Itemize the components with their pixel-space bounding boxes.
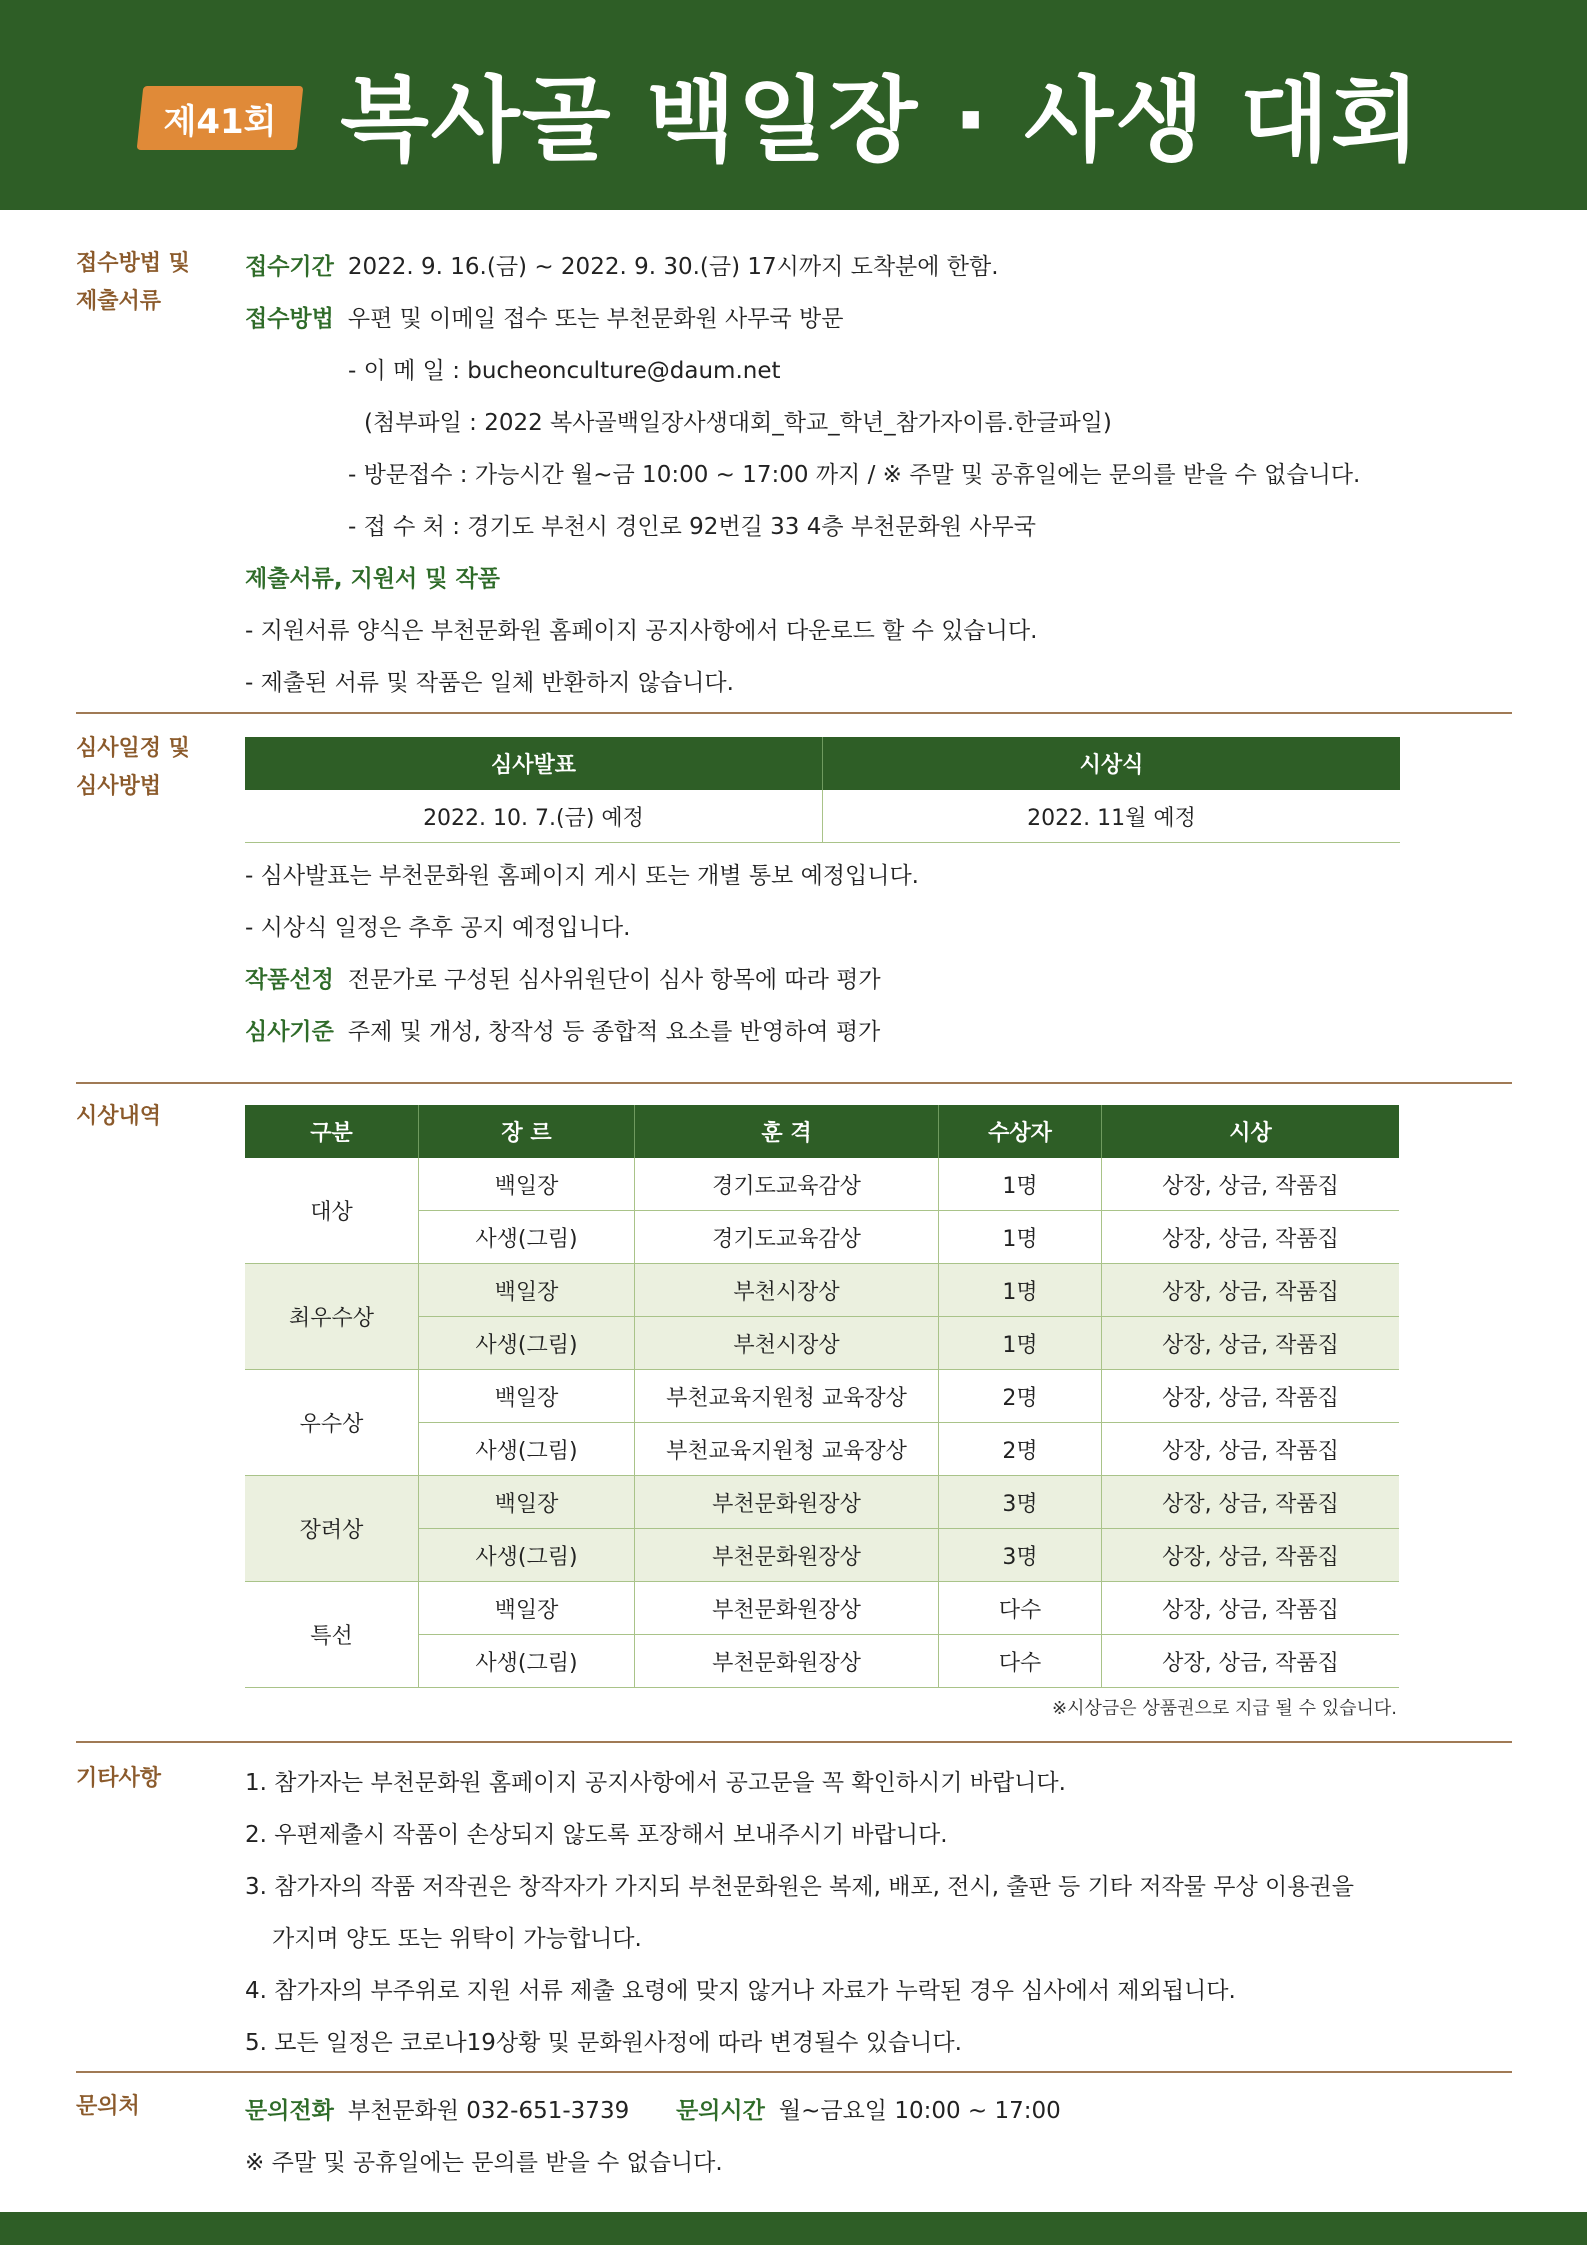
schedule-table <box>245 737 1400 843</box>
table-cell: 백일장 <box>419 1582 635 1635</box>
table-header: 수상자 <box>939 1105 1102 1158</box>
table-header: 훈 격 <box>635 1105 939 1158</box>
table-cell: 사생(그림) <box>419 1635 635 1688</box>
table-header: 시상 <box>1102 1105 1400 1158</box>
documents-note: - 제출된 서류 및 작품은 일체 반환하지 않습니다. <box>245 669 734 696</box>
edition-badge: 제41회 <box>163 101 277 142</box>
table-cell: 2022. 11월 예정 <box>823 790 1401 843</box>
selection-text: 전문가로 구성된 심사위원단이 심사 항목에 따라 평가 <box>347 966 881 993</box>
table-row <box>245 1423 1399 1476</box>
award-name: 특선 <box>245 1582 419 1688</box>
table-cell: 사생(그림) <box>419 1317 635 1370</box>
etc-item: 1. 참가자는 부천문화원 홈페이지 공지사항에서 공고문을 꼭 확인하시기 바랍니다. <box>245 1769 1066 1796</box>
criteria-text: 주제 및 개성, 창작성 등 종합적 요소를 반영하여 평가 <box>347 1018 881 1045</box>
etc-item: 2. 우편제출시 작품이 손상되지 않도록 포장해서 보내주시기 바랍니다. <box>245 1821 948 1848</box>
keyword-label: 접수방법 <box>245 305 334 332</box>
contact-phone-row <box>245 2082 629 2134</box>
table-cell: 2022. 10. 7.(금) 예정 <box>245 790 823 843</box>
table-cell: 1명 <box>939 1211 1102 1264</box>
attachment-line: (첨부파일 : 2022 복사골백일장사생대회_학교_학년_참가자이름.한글파일) <box>364 409 1112 436</box>
table-cell: 상장, 상금, 작품집 <box>1102 1264 1400 1317</box>
award-name: 대상 <box>245 1158 419 1264</box>
section-divider <box>76 1082 1512 1084</box>
section-label-etc: 기타사항 <box>76 1766 162 1791</box>
contact-hours-row <box>676 2082 1061 2134</box>
table-row <box>245 1370 1399 1423</box>
keyword-label: 접수기간 <box>245 253 334 280</box>
section-divider <box>76 712 1512 714</box>
section-label-line: 심사방법 <box>76 774 162 799</box>
keyword-label: 작품선정 <box>245 966 334 993</box>
contact-note: ※ 주말 및 공휴일에는 문의를 받을 수 없습니다. <box>245 2149 723 2176</box>
table-row <box>245 1317 1399 1370</box>
table-cell: 사생(그림) <box>419 1211 635 1264</box>
table-cell: 2명 <box>939 1370 1102 1423</box>
selection-row <box>245 951 881 1003</box>
etc-item: 3. 참가자의 작품 저작권은 창작자가 가지되 부천문화원은 복제, 배포, 전시, 출판 등 기타 저작물 무상 이용권을 <box>245 1873 1354 1900</box>
table-cell: 1명 <box>939 1317 1102 1370</box>
submission-method-row <box>245 290 843 342</box>
judging-note: - 심사발표는 부천문화원 홈페이지 게시 또는 개별 통보 예정입니다. <box>245 862 919 889</box>
keyword-label: 심사기준 <box>245 1018 334 1045</box>
submission-method-text: 우편 및 이메일 접수 또는 부천문화원 사무국 방문 <box>347 305 844 332</box>
table-row <box>245 1529 1399 1582</box>
table-row <box>245 1635 1399 1688</box>
contact-phone-text: 부천문화원 032-651-3739 <box>347 2097 630 2124</box>
table-header: 장 르 <box>419 1105 635 1158</box>
submission-period-text: 2022. 9. 16.(금) ~ 2022. 9. 30.(금) 17시까지 도착분에 한함. <box>347 253 999 280</box>
table-cell: 상장, 상금, 작품집 <box>1102 1529 1400 1582</box>
table-cell: 부천시장상 <box>635 1317 939 1370</box>
footer-bar <box>0 2212 1587 2245</box>
award-note: ※시상금은 상품권으로 지급 될 수 있습니다. <box>1051 1698 1397 1719</box>
contact-hours-text: 월~금요일 10:00 ~ 17:00 <box>778 2097 1061 2124</box>
section-label-line: 접수방법 및 <box>76 251 190 276</box>
table-cell: 다수 <box>939 1582 1102 1635</box>
award-name: 우수상 <box>245 1370 419 1476</box>
table-cell: 2명 <box>939 1423 1102 1476</box>
table-cell: 상장, 상금, 작품집 <box>1102 1582 1400 1635</box>
award-name: 최우수상 <box>245 1264 419 1370</box>
table-cell: 경기도교육감상 <box>635 1211 939 1264</box>
table-cell: 상장, 상금, 작품집 <box>1102 1370 1400 1423</box>
table-cell: 상장, 상금, 작품집 <box>1102 1423 1400 1476</box>
keyword-label: 문의시간 <box>676 2097 765 2124</box>
table-cell: 상장, 상금, 작품집 <box>1102 1158 1400 1211</box>
table-row <box>245 1582 1399 1635</box>
table-row <box>245 1264 1399 1317</box>
section-label-awards: 시상내역 <box>76 1104 162 1129</box>
etc-item: 4. 참가자의 부주위로 지원 서류 제출 요령에 맞지 않거나 자료가 누락된 경우 심사에서 제외됩니다. <box>245 1977 1236 2004</box>
documents-note: - 지원서류 양식은 부천문화원 홈페이지 공지사항에서 다운로드 할 수 있습니다. <box>245 617 1038 644</box>
table-cell: 경기도교육감상 <box>635 1158 939 1211</box>
section-label-submission <box>76 245 226 321</box>
table-header: 구분 <box>245 1105 419 1158</box>
table-cell: 백일장 <box>419 1264 635 1317</box>
table-cell: 부천교육지원청 교육장상 <box>635 1370 939 1423</box>
section-label-line: 심사일정 및 <box>76 736 190 761</box>
table-row <box>245 1476 1399 1529</box>
table-cell: 3명 <box>939 1476 1102 1529</box>
table-cell: 상장, 상금, 작품집 <box>1102 1635 1400 1688</box>
table-cell: 상장, 상금, 작품집 <box>1102 1211 1400 1264</box>
award-name: 장려상 <box>245 1476 419 1582</box>
etc-item: 5. 모든 일정은 코로나19상황 및 문화원사정에 따라 변경될수 있습니다. <box>245 2029 962 2056</box>
section-divider <box>76 1741 1512 1743</box>
table-cell: 1명 <box>939 1158 1102 1211</box>
table-cell: 부천문화원장상 <box>635 1635 939 1688</box>
table-cell: 백일장 <box>419 1158 635 1211</box>
table-cell: 백일장 <box>419 1370 635 1423</box>
section-label-judging <box>76 730 226 806</box>
table-cell: 부천문화원장상 <box>635 1476 939 1529</box>
table-cell: 백일장 <box>419 1476 635 1529</box>
awards-table <box>245 1105 1399 1688</box>
table-cell: 사생(그림) <box>419 1423 635 1476</box>
table-cell: 3명 <box>939 1529 1102 1582</box>
table-cell: 부천문화원장상 <box>635 1582 939 1635</box>
table-row <box>245 1211 1399 1264</box>
table-cell: 부천문화원장상 <box>635 1529 939 1582</box>
section-label-line: 제출서류 <box>76 289 162 314</box>
section-divider <box>76 2071 1512 2073</box>
criteria-row <box>245 1003 880 1055</box>
table-cell: 부천시장상 <box>635 1264 939 1317</box>
page-title: 복사골 백일장 · 사생 대회 <box>340 67 1422 174</box>
table-header: 심사발표 <box>245 737 823 790</box>
table-cell: 부천교육지원청 교육장상 <box>635 1423 939 1476</box>
table-cell: 상장, 상금, 작품집 <box>1102 1317 1400 1370</box>
header-banner <box>0 0 1587 210</box>
keyword-label: 문의전화 <box>245 2097 334 2124</box>
visit-line: - 방문접수 : 가능시간 월~금 10:00 ~ 17:00 까지 / ※ 주말 및 공휴일에는 문의를 받을 수 없습니다. <box>348 461 1361 488</box>
table-row <box>245 1158 1399 1211</box>
keyword-label: 제출서류, 지원서 및 작품 <box>245 565 500 592</box>
address-line: - 접 수 처 : 경기도 부천시 경인로 92번길 33 4층 부천문화원 사무국 <box>348 513 1036 540</box>
submission-period-row <box>245 238 999 290</box>
email-line: - 이 메 일 : bucheonculture@daum.net <box>348 357 781 384</box>
table-header: 시상식 <box>823 737 1401 790</box>
table-cell: 상장, 상금, 작품집 <box>1102 1476 1400 1529</box>
documents-heading <box>245 550 514 602</box>
etc-item-continuation: 가지며 양도 또는 위탁이 가능합니다. <box>272 1925 642 1952</box>
table-cell: 다수 <box>939 1635 1102 1688</box>
table-cell: 사생(그림) <box>419 1529 635 1582</box>
table-cell: 1명 <box>939 1264 1102 1317</box>
judging-note: - 시상식 일정은 추후 공지 예정입니다. <box>245 914 631 941</box>
section-label-contact: 문의처 <box>76 2094 140 2119</box>
